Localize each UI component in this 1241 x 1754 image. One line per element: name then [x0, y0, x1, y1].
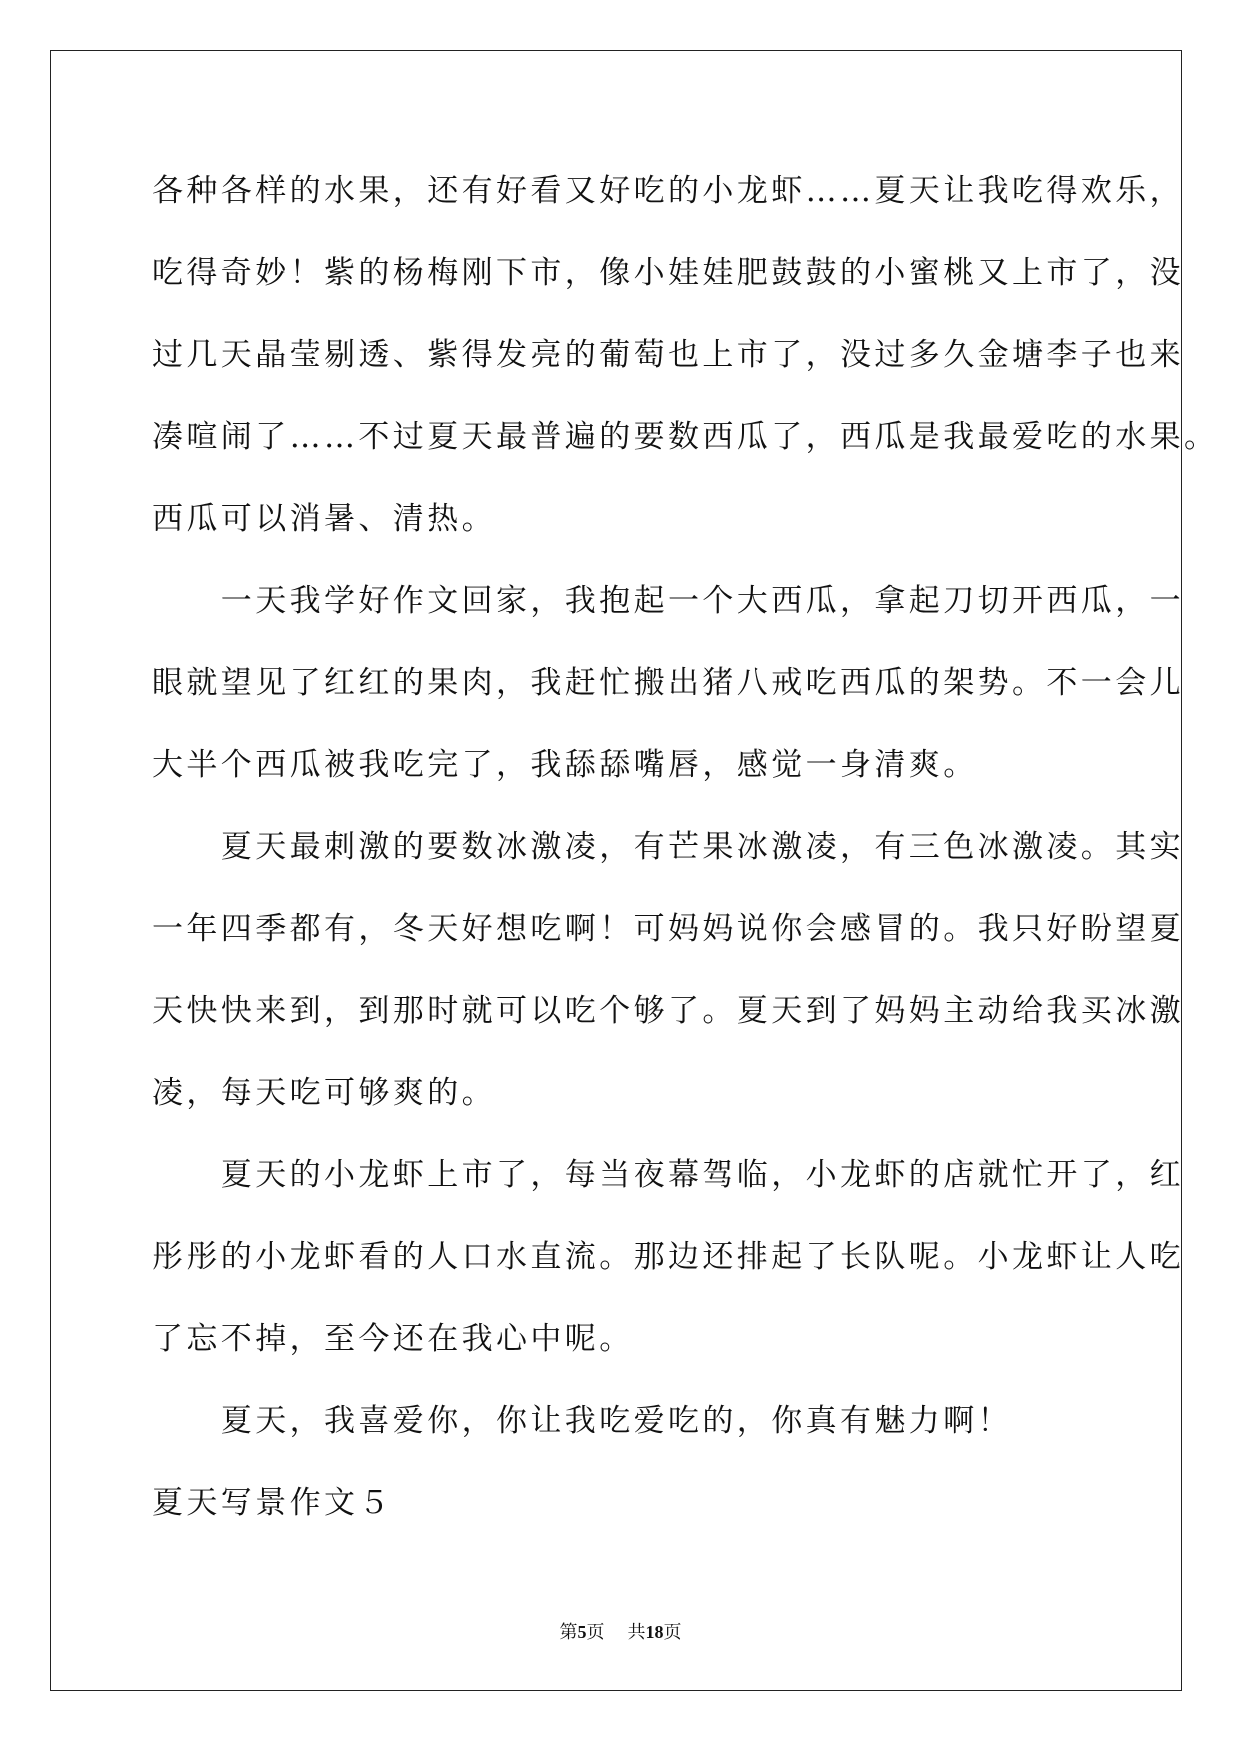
text-line: 眼就望见了红红的果肉，我赶忙搬出猪八戒吃西瓜的架势。不一会儿: [152, 665, 1184, 701]
page-footer: [0, 1618, 1241, 1644]
page-suffix: 页: [586, 1622, 605, 1643]
text-line: 夏天，我喜爱你，你让我吃爱吃的，你真有魅力啊！: [152, 1403, 1012, 1439]
text-line: 天快快来到，到那时就可以吃个够了。夏天到了妈妈主动给我买冰激: [152, 993, 1184, 1029]
text-line: 夏天最刺激的要数冰激凌，有芒果冰激凌，有三色冰激凌。其实: [152, 829, 1184, 865]
total-prefix: 共: [627, 1622, 646, 1643]
text-line: 一年四季都有，冬天好想吃啊！可妈妈说你会感冒的。我只好盼望夏: [152, 911, 1184, 947]
text-line: 西瓜可以消暑、清热。: [152, 501, 496, 537]
page-number: 5: [577, 1622, 587, 1642]
total-pages: 18: [645, 1622, 664, 1642]
text-line: 了忘不掉，至今还在我心中呢。: [152, 1321, 634, 1357]
page-prefix: 第: [559, 1622, 578, 1643]
text-line: 凌，每天吃可够爽的。: [152, 1075, 496, 1111]
text-line: 过几天晶莹剔透、紫得发亮的葡萄也上市了，没过多久金塘李子也来: [152, 337, 1184, 373]
text-line: 夏天的小龙虾上市了，每当夜幕驾临，小龙虾的店就忙开了，红: [152, 1157, 1184, 1193]
text-line: 彤彤的小龙虾看的人口水直流。那边还排起了长队呢。小龙虾让人吃: [152, 1239, 1184, 1275]
total-suffix: 页: [663, 1622, 682, 1643]
text-line: 各种各样的水果，还有好看又好吃的小龙虾……夏天让我吃得欢乐，: [152, 173, 1184, 209]
section-heading: 夏天写景作文５: [152, 1485, 393, 1521]
text-line: 大半个西瓜被我吃完了，我舔舔嘴唇，感觉一身清爽。: [152, 747, 978, 783]
text-line: 凑喧闹了……不过夏天最普遍的要数西瓜了，西瓜是我最爱吃的水果。: [152, 419, 1219, 455]
document-body: [152, 150, 1219, 1544]
text-line: 吃得奇妙！紫的杨梅刚下市，像小娃娃肥鼓鼓的小蜜桃又上市了，没: [152, 255, 1184, 291]
text-line: 一天我学好作文回家，我抱起一个大西瓜，拿起刀切开西瓜，一: [152, 583, 1184, 619]
